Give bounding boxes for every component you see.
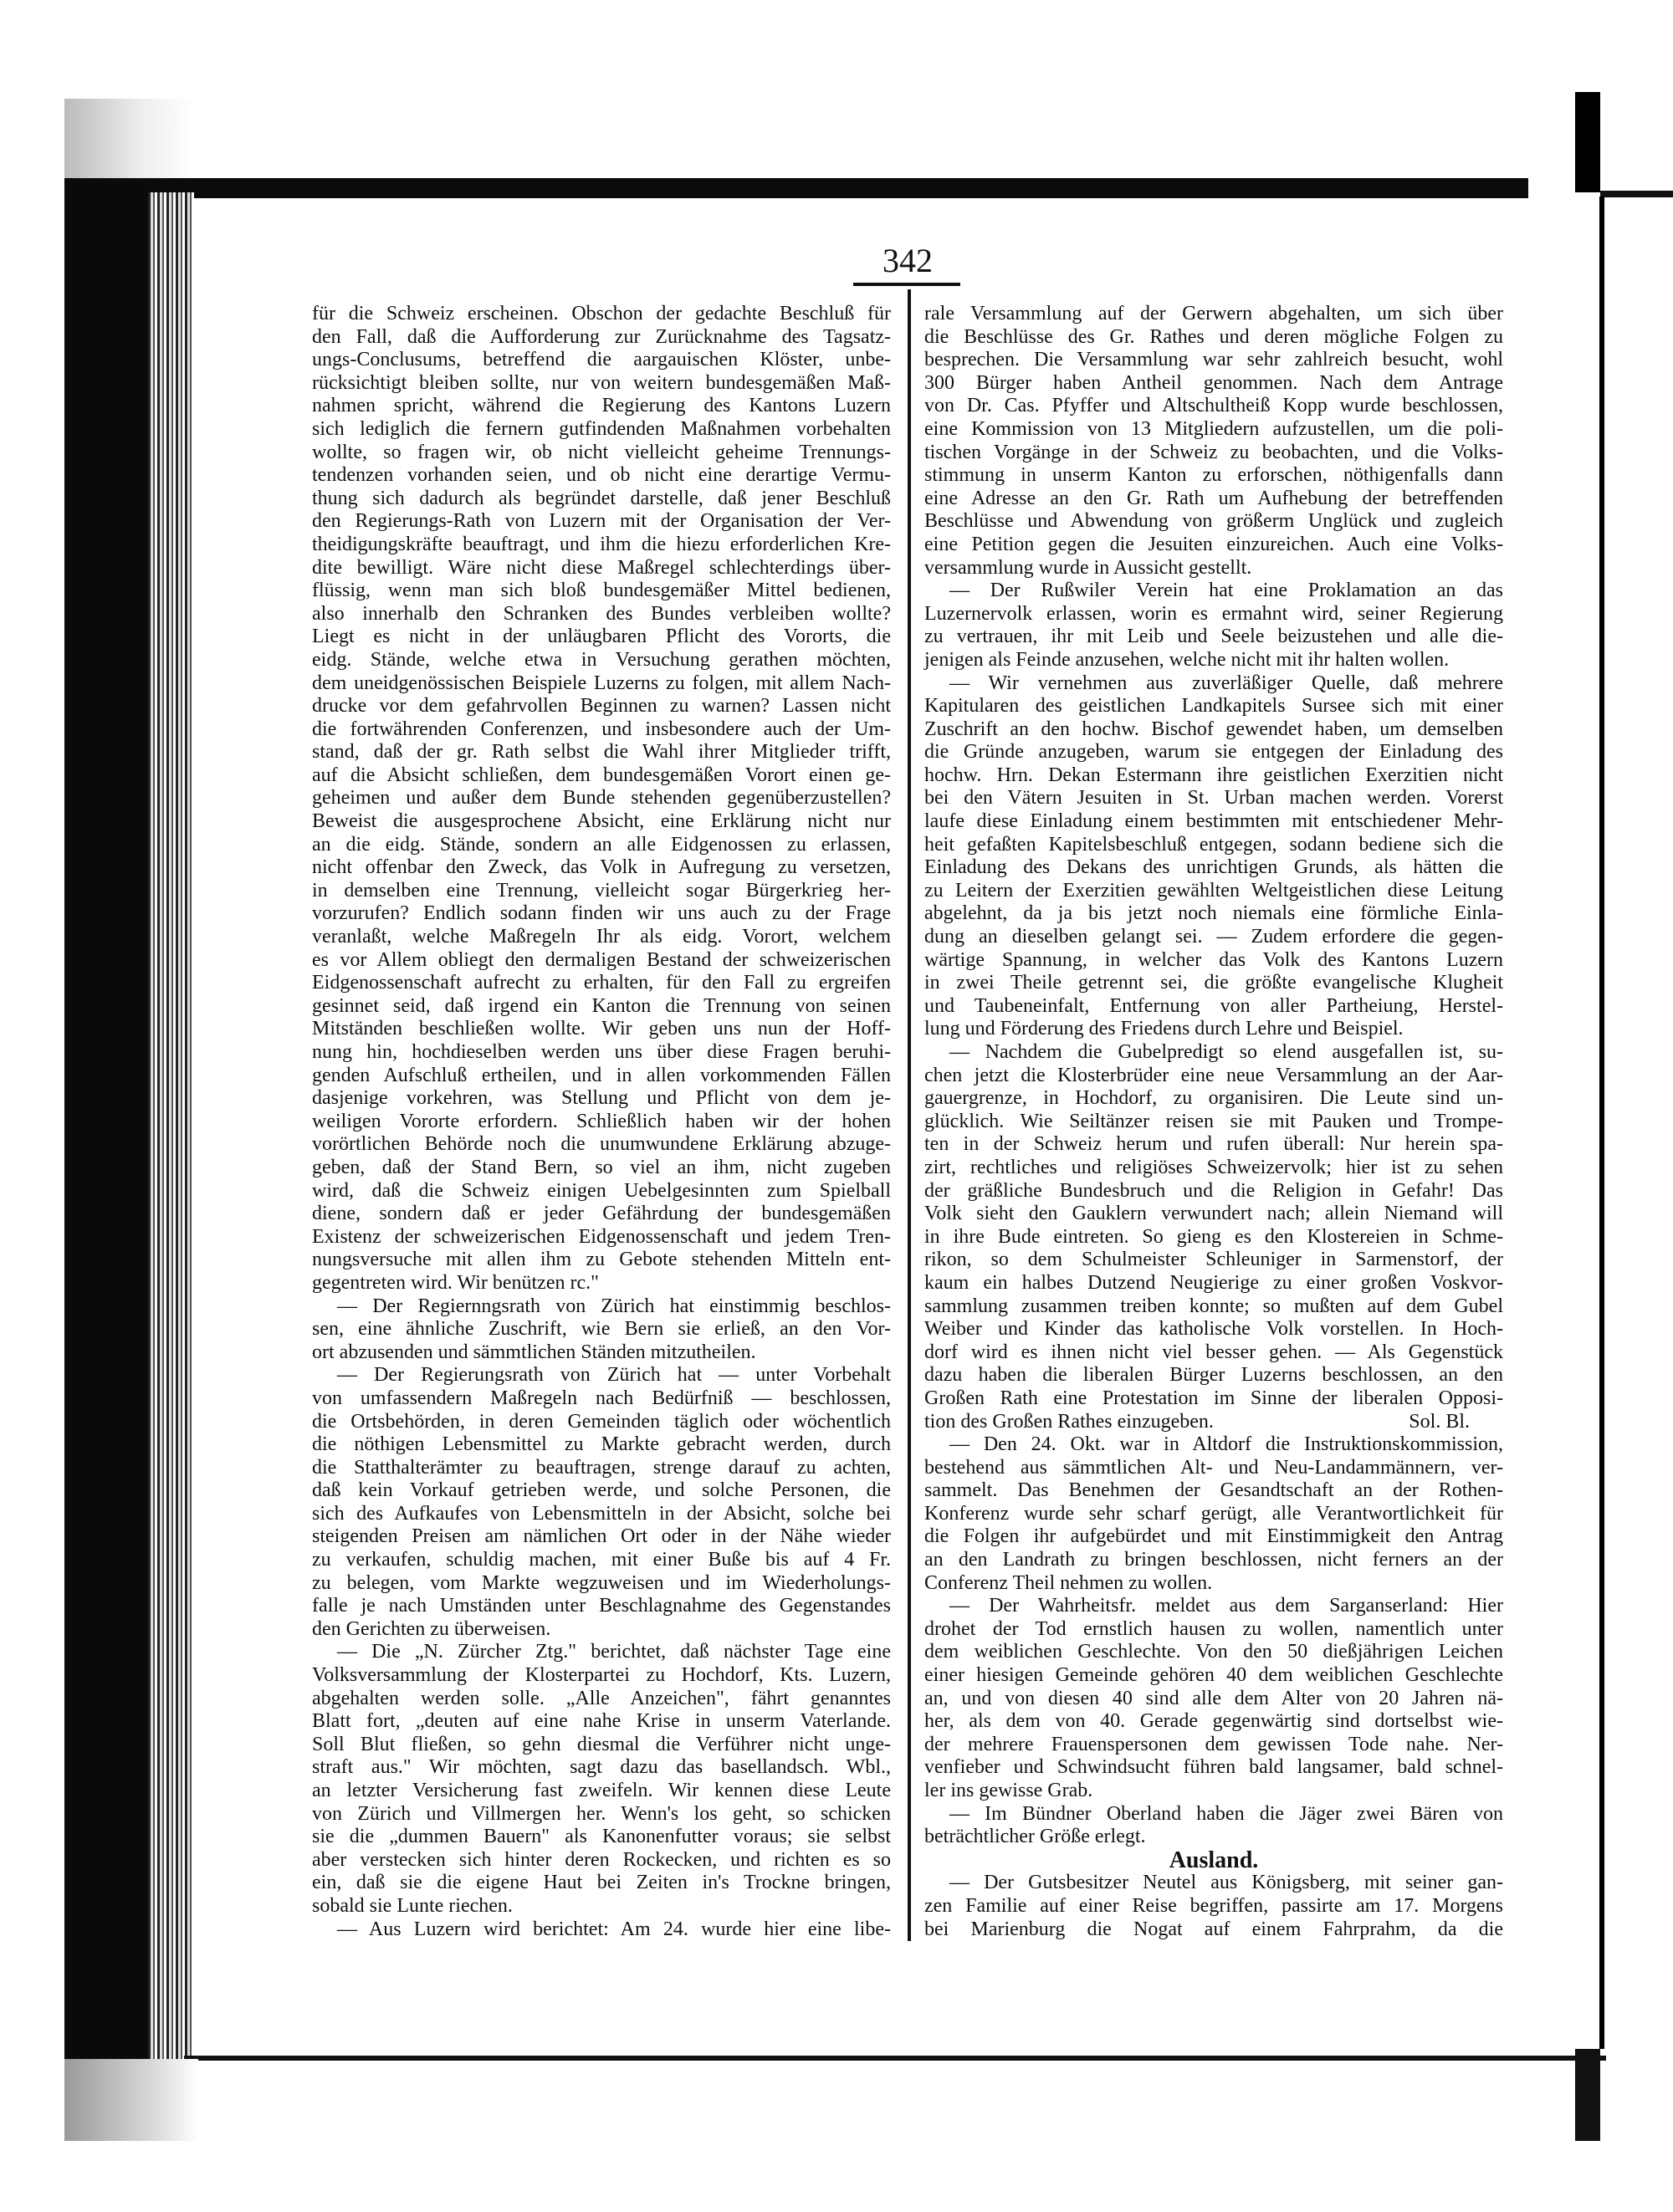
text-line: eine Kommission von 13 Mitgliedern aufzustellen, um die poli-: [924, 417, 1503, 440]
text-line: in ihre Bude eintreten. So gieng es den Klostereien in Schme-: [924, 1225, 1503, 1248]
text-line: vorörtlichen Behörde noch die unumwundene Erklärung abzuge-: [312, 1133, 891, 1156]
text-line: Volk sieht den Gauklern verwundert nach; allein Niemand will: [924, 1203, 1503, 1225]
text-line: — Der Regierungsrath von Zürich hat — unter Vorbehalt: [337, 1364, 891, 1387]
page-edges-stack: [148, 192, 194, 2059]
text-line: Beschlüsse und Abwendung von größerm Unglück und zugleich: [924, 510, 1503, 533]
text-line: sobald sie Lunte riechen.: [312, 1894, 513, 1917]
text-line: zirt, rechtliches und religiöses Schweizervolk; hier ist zu sehen: [924, 1156, 1503, 1178]
text-line: auf die Absicht schließen, dem bundesgemäßen Vorort einen ge-: [312, 764, 891, 786]
text-line: venfieber und Schwindsucht führen bald langsamer, bald schnel-: [924, 1756, 1503, 1779]
text-line: — Der Regiernngsrath von Zürich hat einstimmig beschlos-: [337, 1295, 891, 1317]
text-line: abgelehnt, da ja bis jetzt noch niemals eine förmliche Einla-: [924, 902, 1503, 925]
text-line: die fortwährenden Conferenzen, und insbesondere auch der Um-: [312, 718, 891, 740]
scan-margin-shadow: [64, 99, 194, 182]
text-line: — Den 24. Okt. war in Altdorf die Instruktionskommission,: [949, 1433, 1503, 1456]
text-line: von umfassendern Maßregeln nach Bedürfniß — beschlossen,: [312, 1387, 891, 1409]
text-line: her, als dem von 40. Gerade gegenwärtig sind dortselbst wie-: [924, 1710, 1503, 1733]
text-line: in demselben eine Trennung, vielleicht sogar Bürgerkrieg her-: [312, 879, 891, 902]
text-line: — Der Rußwiler Verein hat eine Proklamation an das: [949, 580, 1503, 602]
text-line: dazu haben die liberalen Bürger Luzerns beschlossen, an den: [924, 1364, 1503, 1387]
text-line: theidigungskräfte beauftragt, und ihm die hiezu erforderlichen Kre-: [312, 533, 891, 555]
text-line: gegentreten wird. Wir benützen rc.": [312, 1271, 599, 1294]
text-line: jenigen als Feinde anzusehen, welche nicht mit ihr halten wollen.: [924, 648, 1450, 671]
text-line: laufe diese Einladung einem bestimmten mit entschiedener Mehr-: [924, 810, 1503, 833]
text-line: dite bewilligt. Wäre nicht diese Maßregel schlechterdings über-: [312, 556, 891, 579]
source-attribution: Sol. Bl.: [1409, 1410, 1470, 1433]
text-line: beträchtlicher Größe erlegt.: [924, 1826, 1146, 1848]
text-line: der gräßliche Bundesbruch und die Religion in Gefahr! Das: [924, 1179, 1503, 1202]
book-top-edge: [64, 178, 1528, 198]
text-line: — Die „N. Zürcher Ztg." berichtet, daß nächster Tage eine: [337, 1641, 891, 1663]
text-line: veranlaßt, welche Maßregeln Ihr als eidg. Vorort, welchem: [312, 926, 891, 948]
text-line: Soll Blut fließen, so gehn diesmal die Verführer nicht unge-: [312, 1733, 891, 1755]
text-line: thung sich dadurch als begründet darstelle, daß jener Beschluß: [312, 487, 891, 509]
text-line: einer hiesigen Gemeinde gehören 40 dem weiblichen Geschlechte: [924, 1664, 1503, 1687]
text-line: Volksversammlung der Klosterpartei zu Hochdorf, Kts. Luzern,: [312, 1664, 891, 1687]
text-line: sammelt. Das Benehmen der Gesandtschaft an der Rothen-: [924, 1479, 1503, 1502]
right-column: [924, 303, 1503, 1941]
book-bottom-edge: [184, 2056, 1606, 2061]
text-line: daß kein Vorkauf getrieben werde, und solche Personen, die: [312, 1479, 891, 1502]
text-line: — Der Wahrheitsfr. meldet aus dem Sarganserland: Hier: [949, 1595, 1503, 1617]
text-line: stimmung in unserm Kanton zu erforschen, nöthigenfalls dann: [924, 464, 1503, 487]
text-line: an die eidg. Stände, sondern an alle Eidgenossen zu erlassen,: [312, 833, 891, 856]
text-line: an, und von diesen 40 sind alle dem Alter von 20 Jahren nä-: [924, 1687, 1503, 1709]
text-line: für die Schweiz erscheinen. Obschon der gedachte Beschluß für: [312, 303, 891, 324]
text-line: versammlung wurde in Aussicht gestellt.: [924, 556, 1252, 579]
text-line: Eidgenossenschaft aufrecht zu erhalten, für den Fall zu ergreifen: [312, 972, 891, 994]
text-line: besprechen. Die Versammlung war sehr zahlreich besucht, wohl: [924, 349, 1503, 371]
text-line: nahmen spricht, während die Regierung des Kantons Luzern: [312, 395, 891, 417]
text-line: steigenden Preisen am nämlichen Ort oder in der Nähe wieder: [312, 1525, 891, 1548]
text-line: an letzter Versicherung fast zweifeln. Wir kennen diese Leute: [312, 1780, 891, 1801]
text-line: sich des Aufkaufes von Lebensmitteln in der Absicht, solche bei: [312, 1502, 891, 1525]
text-line: glücklich. Wie Seiltänzer reisen sie mit Pauken und Trompe-: [924, 1110, 1503, 1132]
text-line: weiligen Vororte erfordern. Schließlich haben wir der hohen: [312, 1110, 891, 1132]
text-line: wollte, so fragen wir, ob nicht vielleicht geheime Trennungs-: [312, 441, 891, 463]
book-left-edge: [64, 182, 148, 2060]
text-line: Kapitularen des geistlichen Landkapitels Sursee sich mit einer: [924, 695, 1503, 718]
text-line: bei Marienburg die Nogat auf einem Fahrprahm, da die: [924, 1918, 1503, 1940]
text-line: zu vertrauen, ihr mit Leib und Seele beizustehen und alle die-: [924, 626, 1503, 648]
text-line: eidg. Stände, welche etwa in Versuchung gerathen möchten,: [312, 648, 891, 671]
text-line: sen, eine ähnliche Zuschrift, wie Bern sie erließ, an den Vor-: [312, 1318, 891, 1341]
text-line: von Dr. Cas. Pfyffer und Altschultheiß Kopp wurde beschlossen,: [924, 395, 1503, 417]
text-line: eine Adresse an den Gr. Rath um Aufhebung der betreffenden: [924, 487, 1503, 509]
text-line: sammlung zusammen treiben konnte; so mußten auf dem Gubel: [924, 1295, 1503, 1317]
text-line: Beweist die ausgesprochene Absicht, eine Erklärung nicht nur: [312, 810, 891, 833]
text-line: Conferenz Theil nehmen zu wollen.: [924, 1571, 1213, 1594]
book-spine-bottom: [1575, 2049, 1600, 2141]
text-line: — Aus Luzern wird berichtet: Am 24. wurde hier eine libe-: [337, 1918, 891, 1940]
text-line: — Im Bündner Oberland haben die Jäger zwei Bären von: [949, 1802, 1503, 1825]
text-line: dem uneidgenössischen Beispiele Luzerns zu folgen, mit allem Nach-: [312, 672, 891, 694]
text-line: hochw. Hrn. Dekan Estermann ihre geistlichen Exerzitien nicht: [924, 764, 1503, 786]
text-line: die Ortsbehörden, in deren Gemeinden täglich oder wöchentlich: [312, 1410, 891, 1433]
text-line: also innerhalb den Schranken des Bundes verbleiben wollte?: [312, 602, 891, 625]
text-line: [924, 1411, 1503, 1434]
text-line: genden Aufschluß ertheilen, und in allen vorkommenden Fällen: [312, 1064, 891, 1086]
text-line: chen jetzt die Klosterbrüder eine neue Versammlung an der Aar-: [924, 1064, 1503, 1086]
text-line: ungs-Conclusums, betreffend die aargauischen Klöster, unbe-: [312, 349, 891, 371]
scan-margin-shadow-bottom: [64, 2059, 198, 2141]
text-line: ler ins gewisse Grab.: [924, 1780, 1093, 1801]
text-line: vorzurufen? Endlich sodann finden wir uns auch zu der Frage: [312, 902, 891, 925]
text-line: den Fall, daß die Aufforderung zur Zurücknahme des Tagsatz-: [312, 325, 891, 348]
text-line: Konferenz wurde sehr scharf gerügt, alle Verantwortlichkeit für: [924, 1502, 1503, 1525]
text-line: nicht offenbar den Zweck, das Volk in Aufregung zu versetzen,: [312, 856, 891, 879]
text-line: die Statthalterämter zu beauftragen, strenge darauf zu achten,: [312, 1456, 891, 1479]
page-gutter-line: [1599, 197, 1604, 2049]
text-line: — Wir vernehmen aus zuverläßiger Quelle, daß mehrere: [949, 672, 1503, 694]
left-column: [312, 303, 891, 1941]
text-line: aber verstecken sich hinter deren Rockecken, und richten es so: [312, 1848, 891, 1871]
text-line: — Der Gutsbesitzer Neutel aus Königsberg, mit seiner gan-: [949, 1872, 1503, 1894]
text-line: geheimen und außer dem Bunde stehenden gegenüberzustellen?: [312, 787, 891, 810]
text-line: drohet der Tod ernstlich hausen zu wollen, namentlich unter: [924, 1617, 1503, 1640]
text-line: Liegt es nicht in der unläugbaren Pflicht des Vororts, die: [312, 626, 891, 648]
text-line: rikon, so dem Schulmeister Schleuniger in Sarmenstorf, der: [924, 1249, 1503, 1271]
text-line: lung und Förderung des Friedens durch Lehre und Beispiel.: [924, 1018, 1404, 1040]
text-line: kaum ein halbes Dutzend Neugierige zu einer großen Voskvor-: [924, 1271, 1503, 1294]
page-number: 342: [883, 242, 933, 279]
text-line: flüssig, wenn man sich bloß bundesgemäßer Mittel bedienen,: [312, 580, 891, 602]
text-line: gauergrenze, in Hochdorf, zu organisiren. Die Leute sind un-: [924, 1087, 1503, 1110]
text-line: heit gefaßten Kapitelsbeschluß entgegen, sodann bediene sich die: [924, 833, 1503, 856]
text-line-content: tion des Großen Rathes einzugeben.: [924, 1410, 1214, 1433]
text-line: nungsversuche mit allen ihm zu Gebote stehenden Mitteln ent-: [312, 1249, 891, 1271]
text-line: wärtige Spannung, in welcher das Volk des Kantons Luzern: [924, 948, 1503, 971]
text-line: dem weiblichen Geschlechte. Von den 50 dießjährigen Leichen: [924, 1641, 1503, 1663]
text-line: rale Versammlung auf der Gerwern abgehalten, um sich über: [924, 303, 1503, 324]
text-line: den Regierungs-Rath von Luzern mit der Organisation der Ver-: [312, 510, 891, 533]
text-line: zen Familie auf einer Reise begriffen, passirte am 17. Morgens: [924, 1894, 1503, 1917]
text-line: wird, daß die Schweiz einigen Uebelgesinnten zum Spielball: [312, 1179, 891, 1202]
text-line: sie die „dummen Bauern" als Kanonenfutter voraus; sie selbst: [312, 1826, 891, 1848]
text-line: eine Petition gegen die Jesuiten einzureichen. Auch eine Volks-: [924, 533, 1503, 555]
text-line: rücksichtigt bleiben sollte, nur von weitern bundesgemäßen Maß-: [312, 371, 891, 394]
section-heading: Ausland.: [1169, 1847, 1259, 1873]
text-line: ten in der Schweiz herum und rufen überall: Nur herein spa-: [924, 1133, 1503, 1156]
text-line: in zwei Theile getrennt sei, die größte evangelische Klugheit: [924, 972, 1503, 994]
text-line: drucke vor dem gefahrvollen Beginnen zu warnen? Lassen nicht: [312, 695, 891, 718]
text-line: Weiber und Kinder das katholische Volk vorstellen. In Hoch-: [924, 1318, 1503, 1341]
text-line: gesinnet seid, daß irgend ein Kanton die Trennung von seinen: [312, 994, 891, 1017]
text-line: die Gründe anzugeben, warum sie entgegen der Einladung des: [924, 741, 1503, 764]
text-line: den Gerichten zu überweisen.: [312, 1617, 551, 1640]
text-line: tischen Vorgänge in der Schweiz zu beobachten, und die Volks-: [924, 441, 1503, 463]
text-line: und Taubeneinfalt, Entfernung von aller Partheiung, Herstel-: [924, 994, 1503, 1017]
text-line: ort abzusenden und sämmtlichen Ständen mitzutheilen.: [312, 1341, 756, 1363]
text-line: Blatt fort, „deuten auf eine nahe Krise in unserm Vaterlande.: [312, 1710, 891, 1733]
text-line: die Folgen ihr aufgebürdet und mit Einstimmigkeit den Antrag: [924, 1525, 1503, 1548]
text-line: Zuschrift an den hochw. Bischof gewendet haben, um demselben: [924, 718, 1503, 740]
text-line: der mehrere Frauenspersonen dem gewissen Tode nahe. Ner-: [924, 1733, 1503, 1755]
text-line: Großen Rath eine Protestation im Sinne der liberalen Opposi-: [924, 1387, 1503, 1409]
text-line: abgehalten werden solle. „Alle Anzeichen", fährt genanntes: [312, 1687, 891, 1709]
text-line: es vor Allem obliegt den dermaligen Bestand der schweizerischen: [312, 948, 891, 971]
text-line: straft aus." Wir möchten, sagt dazu das basellandsch. Wbl.,: [312, 1756, 891, 1779]
next-page-top-edge: [1600, 191, 1673, 197]
column-divider: [908, 289, 911, 1941]
text-line: zu verkaufen, schuldig machen, mit einer Buße bis auf 4 Fr.: [312, 1549, 891, 1571]
text-line: Mitständen beschließen wollte. Wir geben uns nun der Hoff-: [312, 1018, 891, 1040]
text-line: ein, daß sie die eigene Haut bei Zeiten in's Trockne bringen,: [312, 1872, 891, 1894]
text-line: 300 Bürger haben Antheil genommen. Nach dem Antrage: [924, 371, 1503, 394]
text-line: zu belegen, vom Markte wegzuweisen und im Wiederholungs-: [312, 1571, 891, 1594]
text-line: nung hin, hochdieselben werden uns über diese Fragen beruhi-: [312, 1041, 891, 1063]
page-number-rule: [853, 283, 960, 286]
text-line: Existenz der schweizerischen Eidgenossenschaft und jedem Tren-: [312, 1225, 891, 1248]
text-line: bestehend aus sämmtlichen Alt- und Neu-Landammännern, ver-: [924, 1456, 1503, 1479]
text-line: die Beschlüsse des Gr. Rathes und deren mögliche Folgen zu: [924, 325, 1503, 348]
text-line: stand, daß der gr. Rath selbst die Wahl ihrer Mitglieder trifft,: [312, 741, 891, 764]
book-spine-top: [1575, 92, 1600, 192]
text-line: bei den Vätern Jesuiten in St. Urban machen werden. Vorerst: [924, 787, 1503, 810]
text-line: geben, daß der Stand Bern, so viel an ihm, nicht zugeben: [312, 1156, 891, 1178]
text-line: Luzernervolk erlassen, worin es ermahnt wird, seiner Regierung: [924, 602, 1503, 625]
text-line: sich lediglich die fernern gutfindenden Maßnahmen vorbehalten: [312, 417, 891, 440]
text-line: falle je nach Umständen unter Beschlagnahme des Gegenstandes: [312, 1595, 891, 1617]
text-line: an den Landrath zu bringen beschlossen, nicht ferners an der: [924, 1549, 1503, 1571]
text-line: die nöthigen Lebensmittel zu Markte gebracht werden, durch: [312, 1433, 891, 1456]
text-line: dorf wird es ihnen nicht viel besser gehen. — Als Gegenstück: [924, 1341, 1503, 1363]
text-line: Einladung des Dekans des unrichtigen Grunds, als hätten die: [924, 856, 1503, 879]
text-line: zu Leitern der Exerzitien gewählten Weltgeistlichen diese Leitung: [924, 879, 1503, 902]
text-line: diene, sondern daß er jeder Gefährdung der bundesgemäßen: [312, 1203, 891, 1225]
text-line: dung an dieselben gelangt sei. — Zudem erfordere die gegen-: [924, 926, 1503, 948]
text-line: von Zürich und Villmergen her. Wenn's los geht, so schicken: [312, 1802, 891, 1825]
text-line: dasjenige vorkehren, was Stellung und Pflicht von dem je-: [312, 1087, 891, 1110]
text-line: tendenzen vorhanden seien, und ob nicht eine derartige Vermu-: [312, 464, 891, 487]
text-line: — Nachdem die Gubelpredigt so elend ausgefallen ist, su-: [949, 1041, 1503, 1063]
